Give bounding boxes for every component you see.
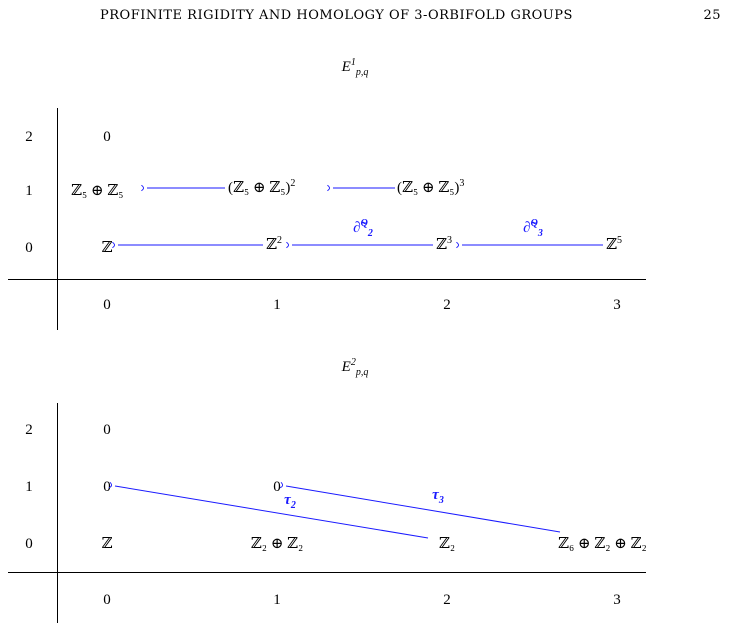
- e2-col-label-1: 1: [273, 592, 281, 608]
- e1-col-label-2: 2: [443, 297, 451, 313]
- e2-entry-1-0: ℤ₂ ⊕ ℤ₂: [250, 536, 304, 552]
- e1-row-label-2: 2: [25, 129, 33, 145]
- e1-entry-0-1: ℤ₅ ⊕ ℤ₅: [71, 183, 124, 199]
- running-header: PROFINITE RIGIDITY AND HOMOLOGY OF 3-ORBIFOLD GROUPS: [100, 8, 573, 23]
- e2-title: $E^2_{p,q}$: [341, 357, 369, 378]
- e2-row-label-2: 2: [25, 422, 33, 438]
- e2-row-label-0: 0: [25, 536, 33, 552]
- e1-entry-2-1: (ℤ₅ ⊕ ℤ₅)$^3$: [397, 178, 465, 196]
- e1-row-label-1: 1: [25, 183, 33, 199]
- e2-arrow-tau3: [286, 486, 560, 532]
- e1-title: $E^1_{p,q}$: [341, 57, 369, 78]
- e1-col-label-3: 3: [613, 297, 621, 313]
- e1-entry-0-2: 0: [103, 129, 111, 145]
- e2-entry-1-1: 0: [273, 479, 281, 495]
- e2-entry-0-1: 0: [103, 479, 111, 495]
- e2-entry-0-2: 0: [103, 422, 111, 438]
- e2-row-label-1: 1: [25, 479, 33, 495]
- e2-arrow-tau2: [115, 486, 428, 538]
- e1-col-label-0: 0: [103, 297, 111, 313]
- e1-entry-1-0: ℤ$^2$: [266, 235, 282, 253]
- e2-col-label-0: 0: [103, 592, 111, 608]
- e2-entry-0-0: ℤ: [101, 536, 113, 552]
- e1-entry-1-1: (ℤ₅ ⊕ ℤ₅)$^2$: [228, 178, 296, 196]
- e2-entry-2-0: ℤ₂: [438, 536, 456, 552]
- e1-entry-2-0: ℤ$^3$: [436, 235, 452, 253]
- e1-entry-3-0: ℤ$^5$: [606, 235, 622, 253]
- e1-map-label-d2: ∂̃$^Q_2$: [353, 218, 373, 239]
- e1-map-label-d3: ∂̃$^Q_3$: [523, 218, 543, 239]
- e2-map-label-tau3: $\tau_3$: [432, 487, 444, 506]
- e1-col-label-1: 1: [273, 297, 281, 313]
- e1-entry-0-0: ℤ: [101, 240, 113, 256]
- e2-entry-3-0: ℤ₆ ⊕ ℤ₂ ⊕ ℤ₂: [558, 536, 647, 552]
- e1-row-label-0: 0: [25, 240, 33, 256]
- e2-col-label-2: 2: [443, 592, 451, 608]
- page-number: 25: [703, 8, 721, 23]
- e2-col-label-3: 3: [613, 592, 621, 608]
- e2-map-label-tau2: $\tau_2$: [284, 492, 296, 511]
